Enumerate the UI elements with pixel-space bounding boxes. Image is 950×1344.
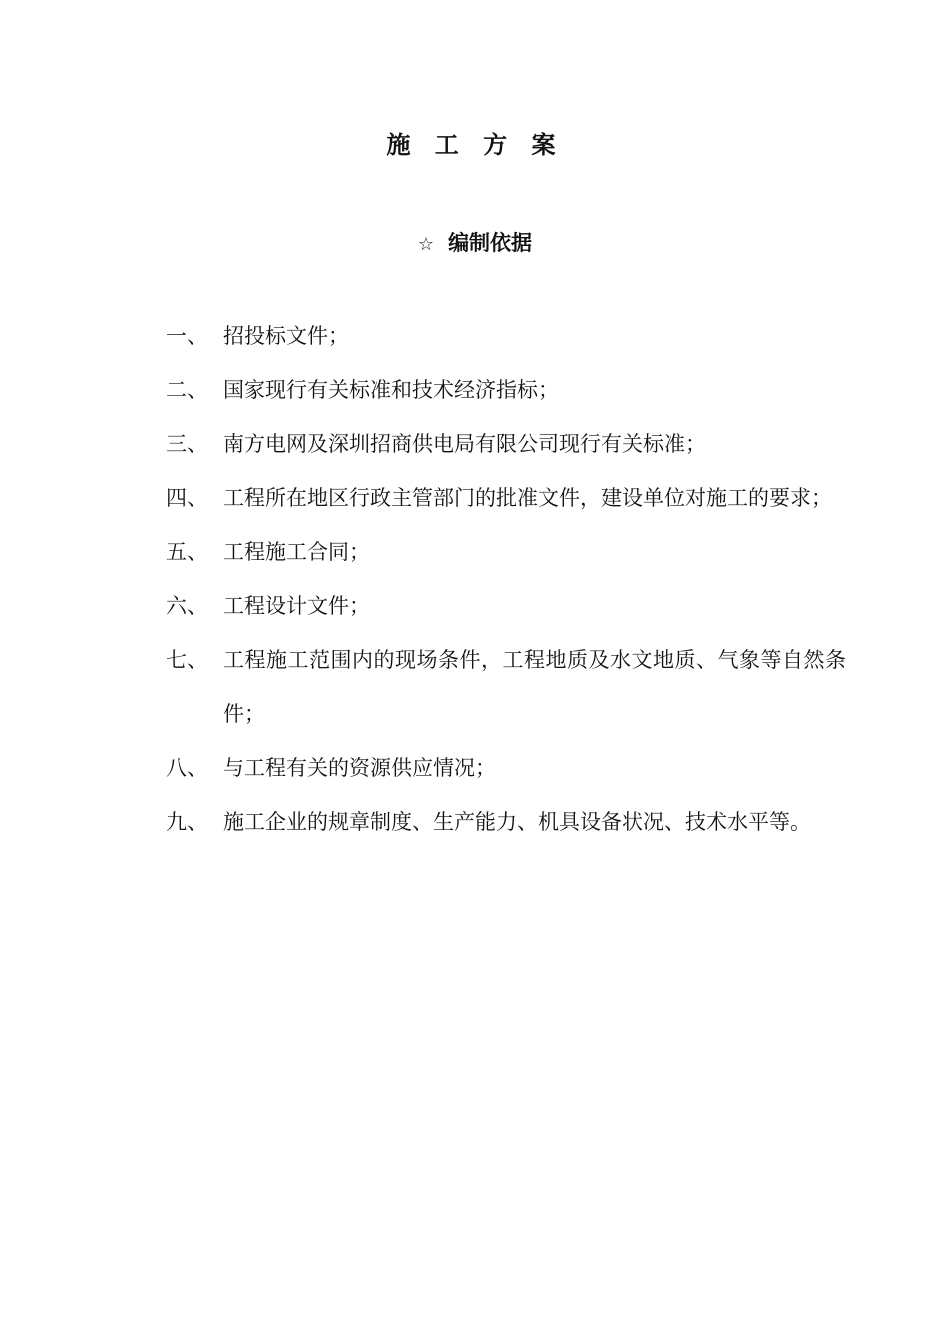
list-item-text: 工程所在地区行政主管部门的批准文件，建设单位对施工的要求； [223,486,832,510]
document-title: 施 工 方 案 [386,131,564,159]
list-item [166,633,846,741]
list-item [166,741,846,795]
list-item-text: 工程施工合同； [223,540,370,564]
section-heading-text: 编制依据 [448,231,533,255]
list-item [166,363,846,417]
list-item-text: 施工企业的规章制度、生产能力、机具设备状况、技术水平等。 [223,810,811,834]
list-item [166,471,846,525]
star-outline-icon: ☆ [417,234,435,255]
list-item-number: 四、 [166,486,208,510]
list-item-number: 五、 [166,540,208,564]
basis-list [166,309,846,849]
list-item [166,309,846,363]
list-item-number: 二、 [166,378,208,402]
list-item-number: 六、 [166,594,208,618]
list-item [166,795,846,849]
list-item-number: 一、 [166,324,208,348]
list-item-number: 七、 [166,648,208,672]
list-item-number: 三、 [166,432,208,456]
list-item-text: 南方电网及深圳招商供电局有限公司现行有关标准； [223,432,706,456]
section-heading [0,228,950,260]
list-item [166,525,846,579]
list-item-text: 国家现行有关标准和技术经济指标； [223,378,559,402]
list-item-text: 招投标文件； [223,324,349,348]
list-item-text: 工程设计文件； [223,594,370,618]
list-item-number: 九、 [166,810,208,834]
list-item-text: 与工程有关的资源供应情况； [223,756,496,780]
list-item-number: 八、 [166,756,208,780]
list-item [166,579,846,633]
list-item-text: 工程施工范围内的现场条件，工程地质及水文地质、气象等自然条件； [223,648,846,726]
list-item [166,417,846,471]
